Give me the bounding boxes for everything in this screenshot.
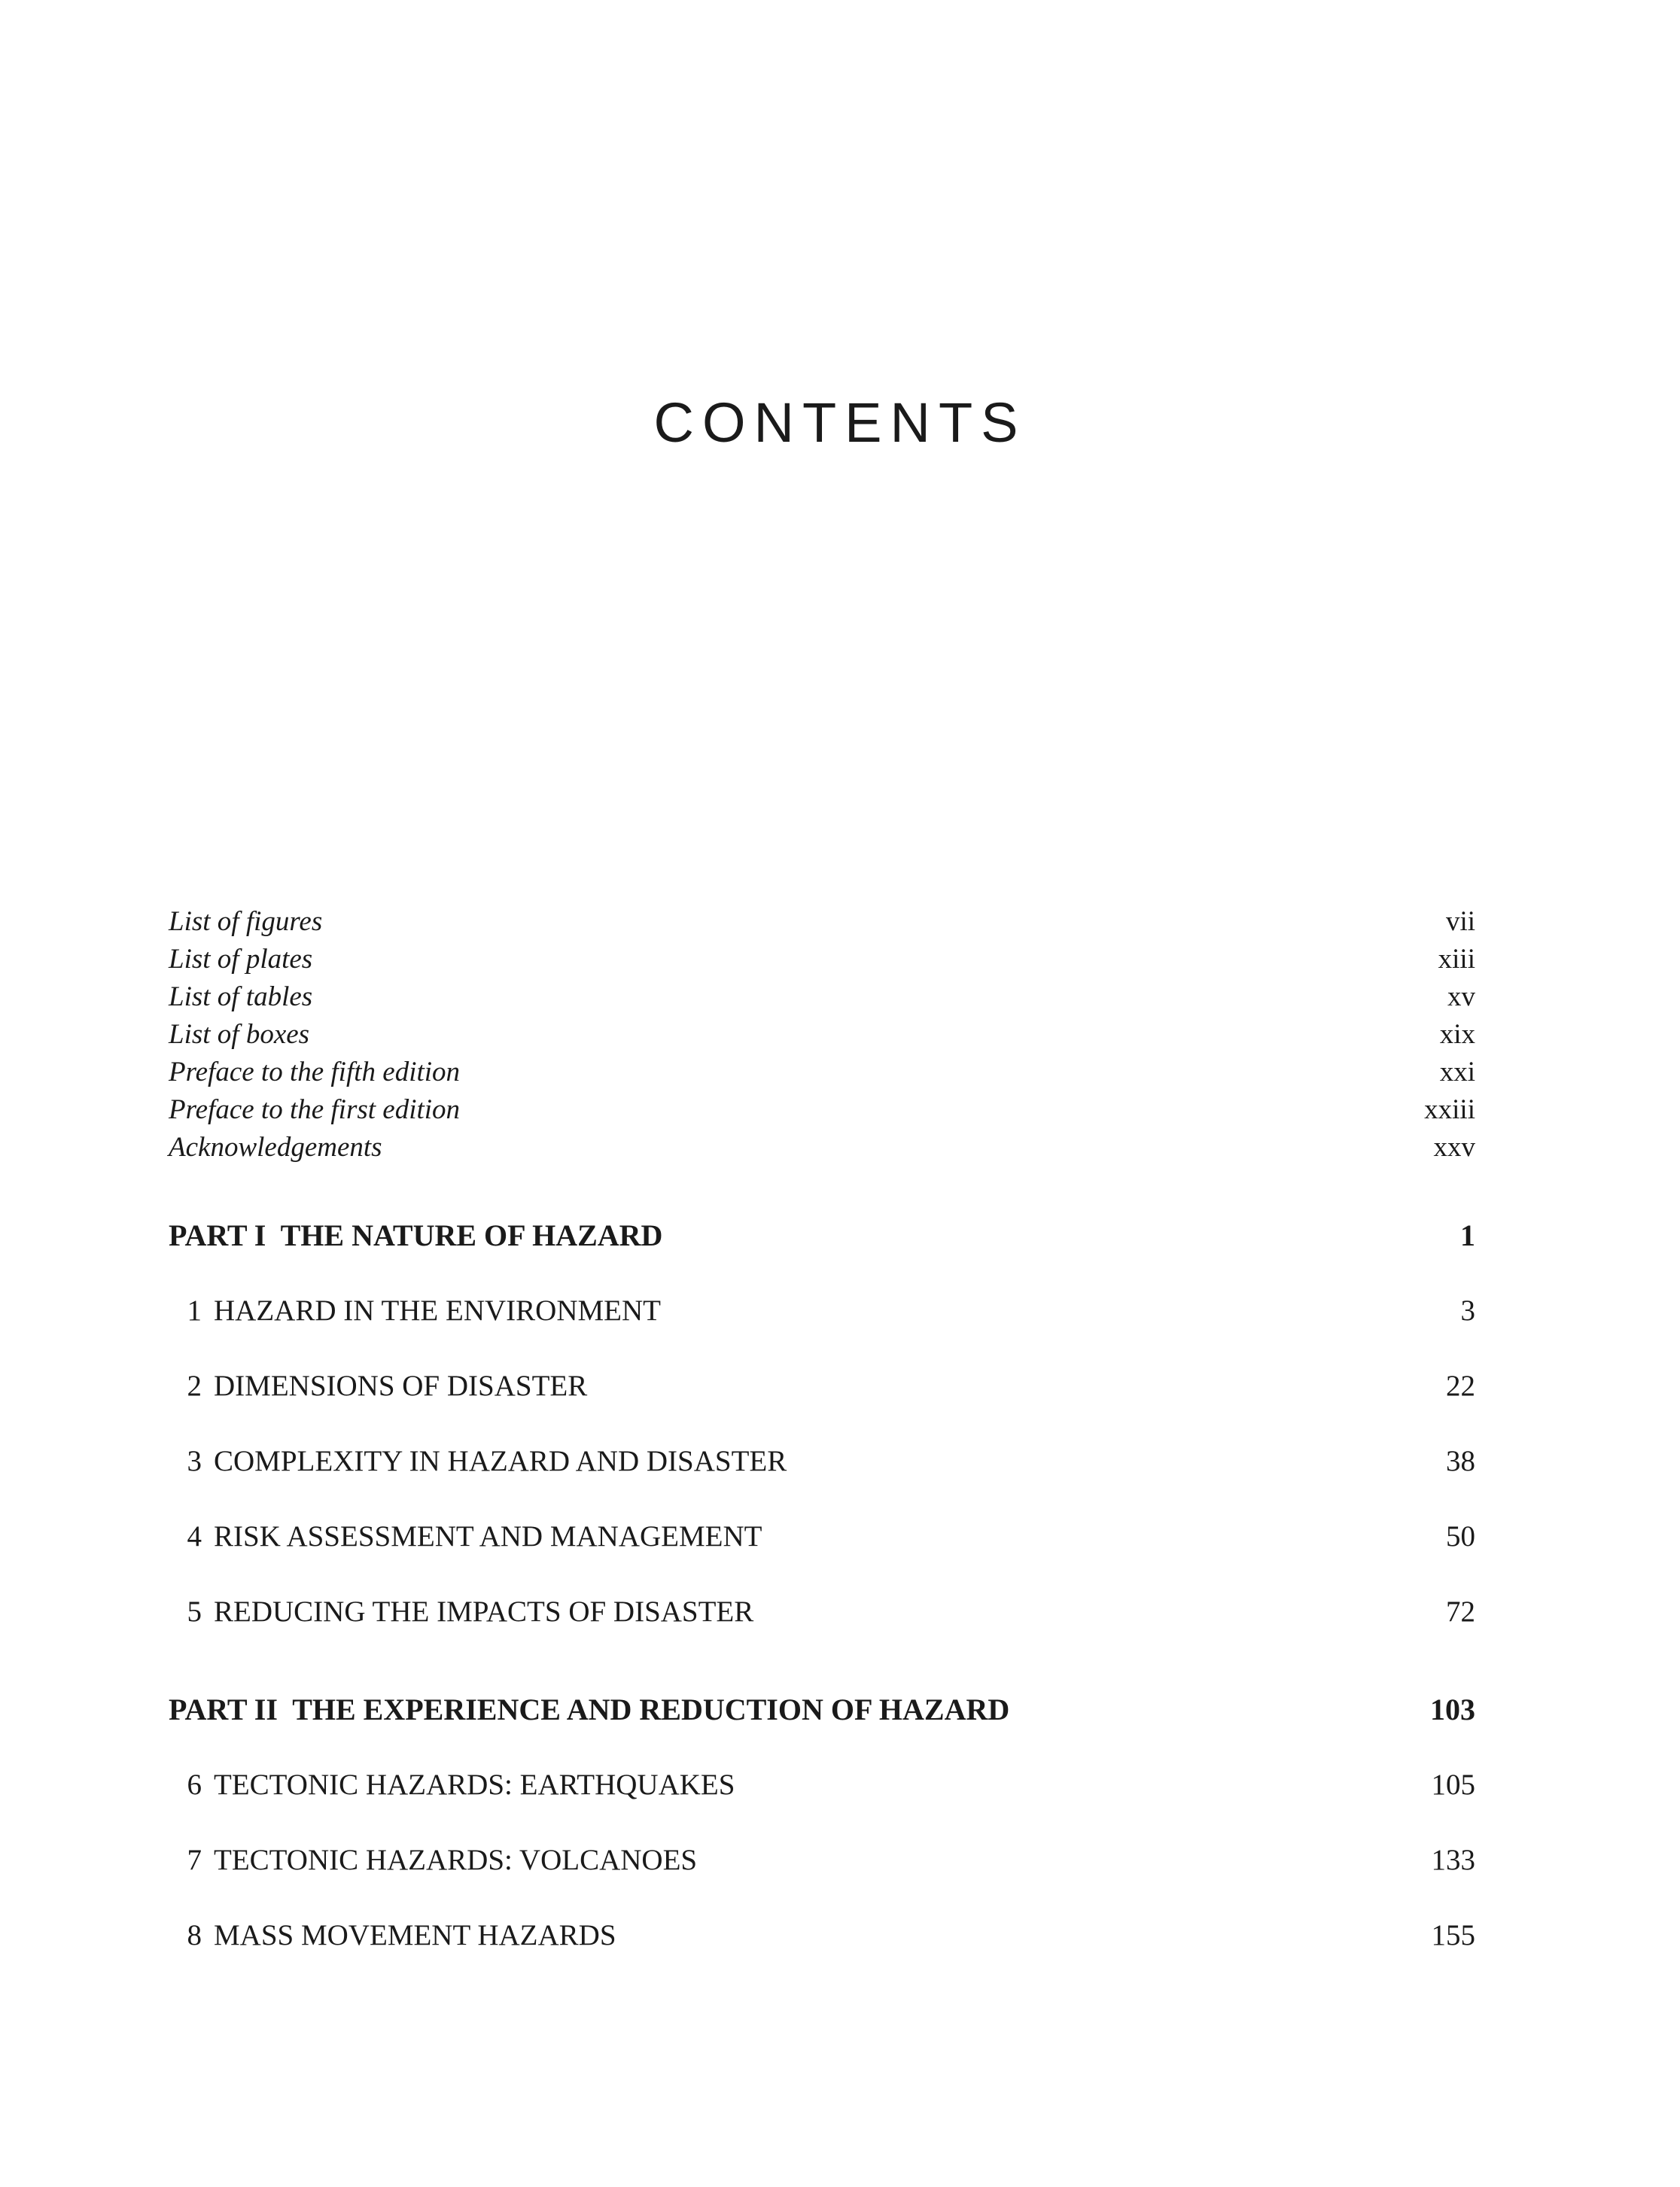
- chapter-title: REDUCING THE IMPACTS OF DISASTER: [214, 1595, 754, 1628]
- toc-chapter-1[interactable]: [169, 1290, 1475, 1332]
- front-matter-list: [169, 903, 1475, 1167]
- toc-chapter-3[interactable]: [169, 1440, 1475, 1483]
- chapter-number: 1: [187, 1294, 202, 1327]
- chapter-page: 72: [1446, 1595, 1475, 1628]
- chapter-page: 22: [1446, 1370, 1475, 1402]
- toc-entry-list-of-figures[interactable]: [169, 903, 1475, 941]
- toc-entry-page: vii: [1445, 906, 1475, 937]
- chapter-title: HAZARD IN THE ENVIRONMENT: [214, 1294, 661, 1327]
- toc-entry-page: xxi: [1439, 1057, 1475, 1087]
- chapter-title: TECTONIC HAZARDS: VOLCANOES: [214, 1844, 698, 1876]
- toc-entry-preface-fifth-edition[interactable]: [169, 1054, 1475, 1091]
- chapter-title: RISK ASSESSMENT AND MANAGEMENT: [214, 1520, 762, 1553]
- toc-entry-label: List of tables: [169, 981, 313, 1012]
- toc-chapter-2[interactable]: [169, 1365, 1475, 1407]
- toc-entry-list-of-boxes[interactable]: [169, 1016, 1475, 1054]
- part-page: 103: [1430, 1693, 1475, 1726]
- toc-entry-list-of-tables[interactable]: [169, 978, 1475, 1016]
- toc-entry-page: xxv: [1433, 1132, 1475, 1163]
- toc-entry-list-of-plates[interactable]: [169, 941, 1475, 978]
- toc-chapter-5[interactable]: [169, 1591, 1475, 1633]
- chapter-page: 133: [1431, 1844, 1475, 1876]
- toc-entry-page: xv: [1447, 981, 1475, 1012]
- toc-part-1[interactable]: [169, 1215, 1475, 1257]
- chapter-number: 8: [187, 1919, 202, 1951]
- chapter-title: COMPLEXITY IN HAZARD AND DISASTER: [214, 1445, 787, 1477]
- chapter-number: 3: [187, 1445, 202, 1477]
- chapter-number: 6: [187, 1769, 202, 1801]
- toc-entry-acknowledgements[interactable]: [169, 1129, 1475, 1167]
- chapter-title: TECTONIC HAZARDS: EARTHQUAKES: [214, 1769, 735, 1801]
- chapter-page: 155: [1431, 1919, 1475, 1951]
- toc-chapter-8[interactable]: [169, 1915, 1475, 1957]
- page-title: CONTENTS: [653, 391, 1027, 454]
- toc-entry-preface-first-edition[interactable]: [169, 1091, 1475, 1129]
- chapter-number: 7: [187, 1844, 202, 1876]
- part-label: PART I THE NATURE OF HAZARD: [169, 1218, 663, 1252]
- chapter-page: 38: [1446, 1445, 1475, 1477]
- toc-entry-label: List of figures: [169, 906, 323, 937]
- toc-part-2[interactable]: [169, 1689, 1475, 1731]
- toc-chapter-6[interactable]: [169, 1764, 1475, 1806]
- toc-entry-page: xiii: [1438, 944, 1475, 975]
- chapter-title: DIMENSIONS OF DISASTER: [214, 1370, 588, 1402]
- part-label: PART II THE EXPERIENCE AND REDUCTION OF HAZARD: [169, 1693, 1010, 1726]
- toc-entry-label: Preface to the first edition: [169, 1094, 461, 1125]
- part-page: 1: [1460, 1218, 1475, 1252]
- chapter-page: 50: [1446, 1520, 1475, 1553]
- toc-entry-page: xix: [1439, 1019, 1475, 1050]
- toc-chapter-4[interactable]: [169, 1516, 1475, 1558]
- chapter-title: MASS MOVEMENT HAZARDS: [214, 1919, 616, 1951]
- chapter-number: 5: [187, 1595, 202, 1628]
- table-of-contents: [169, 903, 1475, 1957]
- chapter-number: 2: [187, 1370, 202, 1402]
- toc-entry-label: List of boxes: [169, 1019, 310, 1050]
- toc-entry-label: Acknowledgements: [169, 1132, 382, 1163]
- chapter-page: 3: [1460, 1294, 1475, 1327]
- toc-chapter-7[interactable]: [169, 1839, 1475, 1881]
- toc-entry-page: xxiii: [1424, 1094, 1475, 1125]
- toc-entry-label: List of plates: [169, 944, 313, 975]
- chapter-number: 4: [187, 1520, 202, 1553]
- toc-entry-label: Preface to the fifth edition: [169, 1057, 461, 1087]
- chapter-page: 105: [1431, 1769, 1475, 1801]
